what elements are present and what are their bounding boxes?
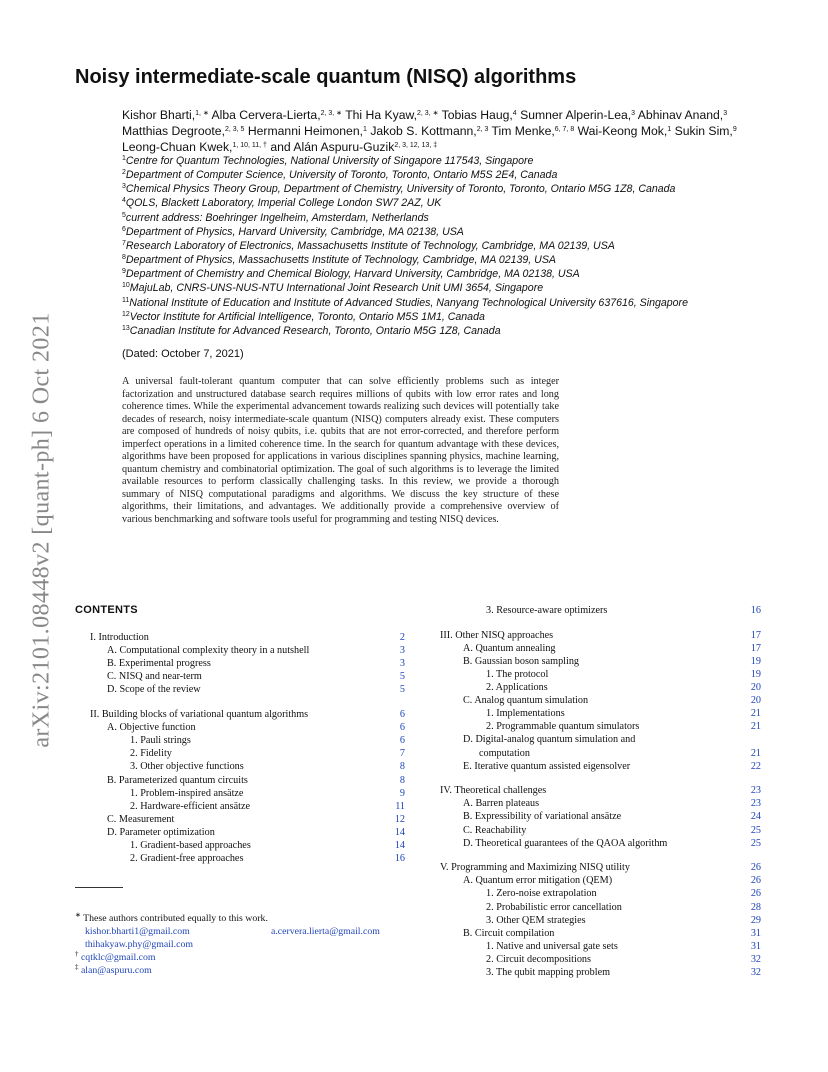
toc-page-number[interactable]: 24	[750, 811, 761, 823]
abstract: A universal fault-tolerant quantum computer that can solve efficiently problems such as integer factorization and unstructured database search requires millions of qubits with low error rates and long coherence times. While the experimental advancement towards realizing such devices will potentially take decades of research, noisy intermediate-scale quantum (NISQ) computers already exist. These computers are composed of hundreds of noisy qubits, i.e. qubits that are not error-corrected, and therefore perform imperfect operations in a limited coherence time. In the search for quantum advantage with these devices, algorithms have been proposed for applications in various disciplines spanning physics, machine learning, quantum chemistry and combinatorial optimization. The goal of such algorithms is to leverage the limited available resources to perform classically challenging tasks. In this review, we provide a thorough summary of NISQ computational paradigms and algorithms. We discuss the key structure of these algorithms, their limitations, and advantages. We additionally provide a comprehensive overview of various benchmarking and software tools useful for programming and testing NISQ devices.	[122, 376, 559, 526]
affiliation-item	[122, 267, 782, 281]
toc-entry[interactable]: 2. Probabilistic error cancellation	[486, 901, 622, 913]
toc-entry[interactable]: C. Measurement	[107, 813, 175, 825]
toc-entry[interactable]: B. Gaussian boson sampling	[463, 655, 580, 667]
affiliation-item	[122, 324, 782, 338]
dated-line: (Dated: October 7, 2021)	[122, 348, 244, 360]
toc-page-number[interactable]: 17	[750, 642, 761, 654]
toc-page-number[interactable]: 22	[750, 760, 761, 772]
toc-entry[interactable]: B. Expressibility of variational ansätze	[463, 811, 622, 823]
author-affiliation-marks: 1, ∗	[195, 110, 209, 117]
toc-entry[interactable]: IV. Theoretical challenges	[440, 785, 547, 797]
affiliation-text: Canadian Institute for Advanced Research, Toronto, Ontario M5G 1Z8, Canada	[129, 324, 501, 337]
author-affiliation-marks: 4	[512, 110, 517, 117]
toc-entry[interactable]: 3. Other objective functions	[130, 761, 244, 773]
toc-page-number[interactable]: 14	[394, 840, 405, 851]
affiliation-item	[122, 253, 782, 267]
footnote-rule	[75, 887, 123, 888]
affiliation-text: Research Laboratory of Electronics, Massachusetts Institute of Technology, Cambridge, MA 02139, USA	[125, 239, 615, 252]
toc-entry[interactable]: B. Parameterized quantum circuits	[107, 774, 248, 786]
footnote-aspuru	[75, 964, 435, 977]
affiliation-text: Chemical Physics Theory Group, Department of Chemistry, University of Toronto, Toronto, Ontario M5G 1Z8, Canada	[125, 183, 676, 196]
toc-page-number[interactable]: 11	[395, 800, 405, 812]
toc-entry[interactable]: 1. Native and universal gate sets	[486, 940, 618, 952]
affiliation-text: Department of Chemistry and Chemical Biology, Harvard University, Cambridge, MA 02138, USA	[125, 268, 580, 281]
affiliation-item	[122, 239, 782, 253]
toc-entry[interactable]: III. Other NISQ approaches	[440, 629, 554, 641]
toc-page-number[interactable]: 12	[394, 813, 405, 825]
author-affiliation-marks: 1	[363, 126, 367, 133]
email-link-kwek[interactable]: cqtklc@gmail.com	[80, 952, 156, 963]
toc-page-number[interactable]: 5	[399, 671, 405, 683]
arxiv-identifier: arXiv:2101.08448v2 [quant-ph] 6 Oct 2021	[28, 312, 55, 748]
toc-page-number[interactable]: 7	[399, 748, 405, 760]
affiliation-text: Department of Physics, Massachusetts Institute of Technology, Cambridge, MA 02139, USA	[125, 254, 556, 267]
toc-page-number[interactable]: 26	[750, 888, 761, 900]
author-name: Kishor Bharti,	[122, 108, 196, 122]
author-name: Abhinav Anand,	[637, 108, 724, 122]
affiliation-text: Department of Computer Science, University of Toronto, Toronto, Ontario M5S 2E4, Canada	[125, 169, 558, 182]
toc-page-number[interactable]: 31	[750, 927, 761, 939]
toc-entry[interactable]: D. Theoretical guarantees of the QAOA algorithm	[463, 837, 668, 849]
toc-entry[interactable]: 1. Problem-inspired ansätze	[130, 787, 244, 799]
toc-page-number[interactable]: 21	[750, 721, 761, 733]
toc-page-number[interactable]: 23	[750, 785, 761, 797]
toc-entry[interactable]: A. Computational complexity theory in a nutshell	[107, 645, 310, 657]
affiliation-number: 10	[122, 282, 130, 290]
author-affiliation-marks: 9	[732, 126, 737, 133]
toc-entry[interactable]: B. Experimental progress	[107, 658, 211, 670]
footnote-ddagger: ‡	[75, 963, 79, 971]
affiliation-number: 1	[122, 155, 126, 162]
toc-page-number[interactable]: 26	[750, 862, 761, 874]
toc-page-number[interactable]: 19	[750, 655, 761, 667]
affiliation-number: 8	[122, 254, 126, 262]
email-link-aspuru[interactable]: alan@aspuru.com	[80, 965, 152, 976]
toc-entry[interactable]: 1. Zero-noise extrapolation	[486, 888, 597, 900]
toc-page-number[interactable]: 6	[399, 722, 405, 734]
author-affiliation-marks: 1	[667, 126, 672, 133]
toc-page-number[interactable]: 20	[750, 682, 761, 693]
toc-entry[interactable]: I. Introduction	[90, 632, 149, 643]
toc-page-number[interactable]: 29	[750, 914, 761, 926]
toc-page-number[interactable]: 26	[750, 875, 761, 887]
footnote-equal	[75, 912, 435, 925]
arxiv-side-stamp	[22, 290, 62, 770]
author-name: Thi Ha Kyaw,	[345, 108, 418, 122]
toc-entry[interactable]: 2. Programmable quantum simulators	[486, 721, 640, 733]
toc-page-number[interactable]: 8	[399, 774, 405, 786]
affiliation-item	[122, 225, 782, 239]
toc-page-number[interactable]: 32	[750, 953, 761, 965]
affiliation-number: 6	[122, 225, 126, 233]
footnote-mark: ∗	[75, 911, 81, 919]
toc-entry[interactable]: 2. Gradient-free approaches	[130, 853, 244, 865]
footnote-kwek	[75, 951, 435, 964]
author-name: Tobias Haug,	[441, 108, 513, 122]
affiliation-text: National Institute of Education and Institute of Advanced Studies, Nanyang Technological University 637616, Singapore	[129, 296, 688, 309]
affiliation-number: 5	[122, 211, 126, 219]
footnotes	[75, 912, 435, 977]
affiliation-list	[122, 154, 782, 338]
author-affiliation-marks: 2, 3, 12, 13, ‡	[394, 142, 438, 149]
affiliation-number: 13	[122, 324, 130, 332]
affiliation-number: 4	[122, 197, 126, 205]
author-list: Kishor Bharti,$^{1, ∗}$ Alba Cervera-Lierta,$^{2, 3, ∗}$ Thi Ha Kyaw,$^{2, 3, ∗}$ Tobias Haug,$^4$ Sumner Alperin-Lea,$^3$ Abhinav Anand,$^3$ Matthias Degroote,$^{2, 3, 5}$ Hermanni Heimonen,$^1$ Jakob S. Kottmann,$^{2, 3}$ Tim Menke,$^{6, 7, 8}$ Wai-Keong Mok,$^1$ Sukin Sim,$^9$ Leong-Chuan Kwek,$^{1, 10, 11, \dagger}$ and Alán Aspuru-Guzik$^{2, 3, 12, 13, \ddagger}$	[122, 108, 737, 154]
toc-page-number[interactable]: 16	[750, 605, 761, 616]
affiliation-item	[122, 154, 782, 168]
toc-page-number[interactable]: 19	[750, 668, 761, 680]
toc-page-number[interactable]: 6	[399, 709, 405, 720]
toc-entry[interactable]: D. Parameter optimization	[107, 826, 215, 838]
affiliation-number: 2	[122, 169, 126, 177]
author-affiliation-marks: 3	[631, 110, 636, 117]
affiliation-item	[122, 310, 782, 324]
toc-page-number[interactable]: 8	[399, 761, 405, 773]
toc-page-number[interactable]: 5	[399, 684, 405, 696]
toc-entry[interactable]: II. Building blocks of variational quantum algorithms	[90, 709, 309, 720]
affiliation-item	[122, 296, 782, 310]
author-name: Matthias Degroote,	[122, 124, 225, 138]
author-name: Hermanni Heimonen,	[247, 124, 364, 138]
toc-page-number[interactable]: 17	[750, 629, 761, 641]
affiliation-text: Department of Physics, Harvard University, Cambridge, MA 02138, USA	[125, 225, 464, 238]
toc-entry[interactable]: 2. Hardware-efficient ansätze	[130, 800, 251, 812]
affiliation-item	[122, 168, 782, 182]
author-affiliation-marks: 1, 10, 11, †	[232, 142, 267, 149]
contents-heading: CONTENTS	[75, 604, 138, 616]
affiliation-number: 9	[122, 268, 126, 276]
toc-entry[interactable]: 3. Resource-aware optimizers	[486, 605, 608, 616]
toc-page-number[interactable]: 3	[399, 658, 405, 670]
toc-entry[interactable]: A. Objective function	[107, 722, 196, 734]
author-affiliation-marks: 2, 3, 5	[224, 126, 245, 133]
toc-page-number[interactable]: 16	[394, 853, 405, 865]
author-name: Sumner Alperin-Lea,	[520, 108, 632, 122]
toc-entry[interactable]: C. Analog quantum simulation	[463, 695, 589, 707]
toc-entry[interactable]: 1. Pauli strings	[130, 735, 191, 747]
toc-entry[interactable]: D. Scope of the review	[107, 684, 201, 696]
toc-entry[interactable]: A. Quantum error mitigation (QEM)	[463, 875, 613, 887]
affiliation-text: QOLS, Blackett Laboratory, Imperial College London SW7 2AZ, UK	[125, 197, 442, 210]
author-affiliation-marks: 6, 7, 8	[554, 126, 575, 133]
toc-page-number[interactable]: 21	[750, 708, 761, 720]
toc-entry[interactable]: 1. Implementations	[486, 708, 565, 720]
affiliation-number: 7	[122, 239, 126, 247]
author-affiliation-marks: 2, 3, ∗	[320, 110, 343, 117]
toc-page-number[interactable]: 2	[399, 632, 405, 643]
author-name: Sukin Sim,	[674, 124, 733, 138]
author-affiliation-marks: 3	[723, 110, 728, 117]
toc-entry[interactable]: A. Barren plateaus	[463, 798, 540, 810]
email-link-kyaw[interactable]: thihakyaw.phy@gmail.com	[85, 939, 193, 950]
toc-page-number[interactable]: 25	[750, 824, 761, 836]
toc-page-number[interactable]: 23	[750, 798, 761, 810]
toc-page-number[interactable]: 21	[750, 747, 761, 759]
footnote-email-kyaw-line	[75, 938, 435, 951]
toc-entry[interactable]: E. Iterative quantum assisted eigensolver	[463, 760, 631, 772]
affiliation-text: current address: Boehringer Ingelheim, Amsterdam, Netherlands	[125, 211, 429, 224]
email-link-cervera[interactable]: a.cervera.lierta@gmail.com	[271, 926, 380, 937]
author-name: Wai-Keong Mok,	[577, 124, 668, 138]
toc-entry[interactable]: 3. Other QEM strategies	[486, 914, 586, 926]
toc-entry[interactable]: V. Programming and Maximizing NISQ utility	[440, 862, 630, 874]
toc-entry[interactable]: 3. The qubit mapping problem	[486, 967, 611, 978]
toc-page-number[interactable]: 3	[399, 645, 405, 657]
footnote-dagger: †	[75, 950, 79, 958]
affiliation-item	[122, 196, 782, 210]
affiliation-item	[122, 211, 782, 225]
paper-title: Noisy intermediate-scale quantum (NISQ) algorithms	[75, 66, 577, 88]
toc-entry[interactable]: C. Reachability	[463, 824, 527, 836]
toc-entry[interactable]: 2. Circuit decompositions	[486, 953, 591, 965]
affiliation-number: 12	[122, 310, 130, 318]
toc-entry[interactable]: A. Quantum annealing	[463, 642, 556, 654]
toc-entry[interactable]: 2. Fidelity	[130, 748, 172, 760]
toc-page-number[interactable]: 9	[399, 787, 405, 799]
toc-page-number[interactable]: 31	[750, 940, 761, 952]
toc-entry[interactable]: 1. Gradient-based approaches	[130, 840, 251, 851]
toc-page-number[interactable]: 25	[750, 837, 761, 849]
toc-page-number[interactable]: 20	[750, 695, 761, 707]
author-name: Leong-Chuan Kwek,	[122, 140, 233, 154]
affiliation-text: Vector Institute for Artificial Intelligence, Toronto, Ontario M5S 1M1, Canada	[129, 310, 485, 323]
author-affiliation-marks: 2, 3, ∗	[417, 110, 439, 117]
affiliation-item	[122, 281, 782, 295]
footnote-emails-line	[75, 925, 435, 938]
email-link-bharti[interactable]: kishor.bharti1@gmail.com	[85, 926, 190, 937]
toc-entry[interactable]: computation	[479, 747, 530, 759]
toc-entry[interactable]: B. Circuit compilation	[463, 927, 555, 939]
affiliation-text: Centre for Quantum Technologies, National University of Singapore 117543, Singapore	[125, 155, 534, 167]
author-name: Tim Menke,	[491, 124, 555, 138]
toc-page-number[interactable]: 28	[750, 901, 761, 913]
toc-page-number[interactable]: 6	[399, 735, 405, 747]
toc-entry[interactable]: 1. The protocol	[486, 668, 549, 680]
author-name: Jakob S. Kottmann,	[370, 124, 477, 138]
toc-entry[interactable]: D. Digital-analog quantum simulation and	[463, 734, 636, 746]
affiliation-number: 11	[122, 296, 130, 304]
author-name: Alán Aspuru-Guzik	[293, 140, 395, 154]
affiliation-item	[122, 182, 782, 196]
toc-page-number[interactable]: 14	[394, 826, 405, 838]
toc-page-number[interactable]: 32	[750, 967, 761, 978]
toc-entry[interactable]: C. NISQ and near-term	[107, 671, 202, 683]
affiliation-number: 3	[122, 183, 126, 191]
author-name: Alba Cervera-Lierta,	[211, 108, 321, 122]
affiliation-text: MajuLab, CNRS-UNS-NUS-NTU International Joint Research Unit UMI 3654, Singapore	[129, 282, 544, 295]
footnote-equal-text: These authors contributed equally to this work.	[83, 913, 268, 924]
toc-entry[interactable]: 2. Applications	[486, 682, 548, 693]
author-affiliation-marks: 2, 3	[476, 126, 489, 133]
